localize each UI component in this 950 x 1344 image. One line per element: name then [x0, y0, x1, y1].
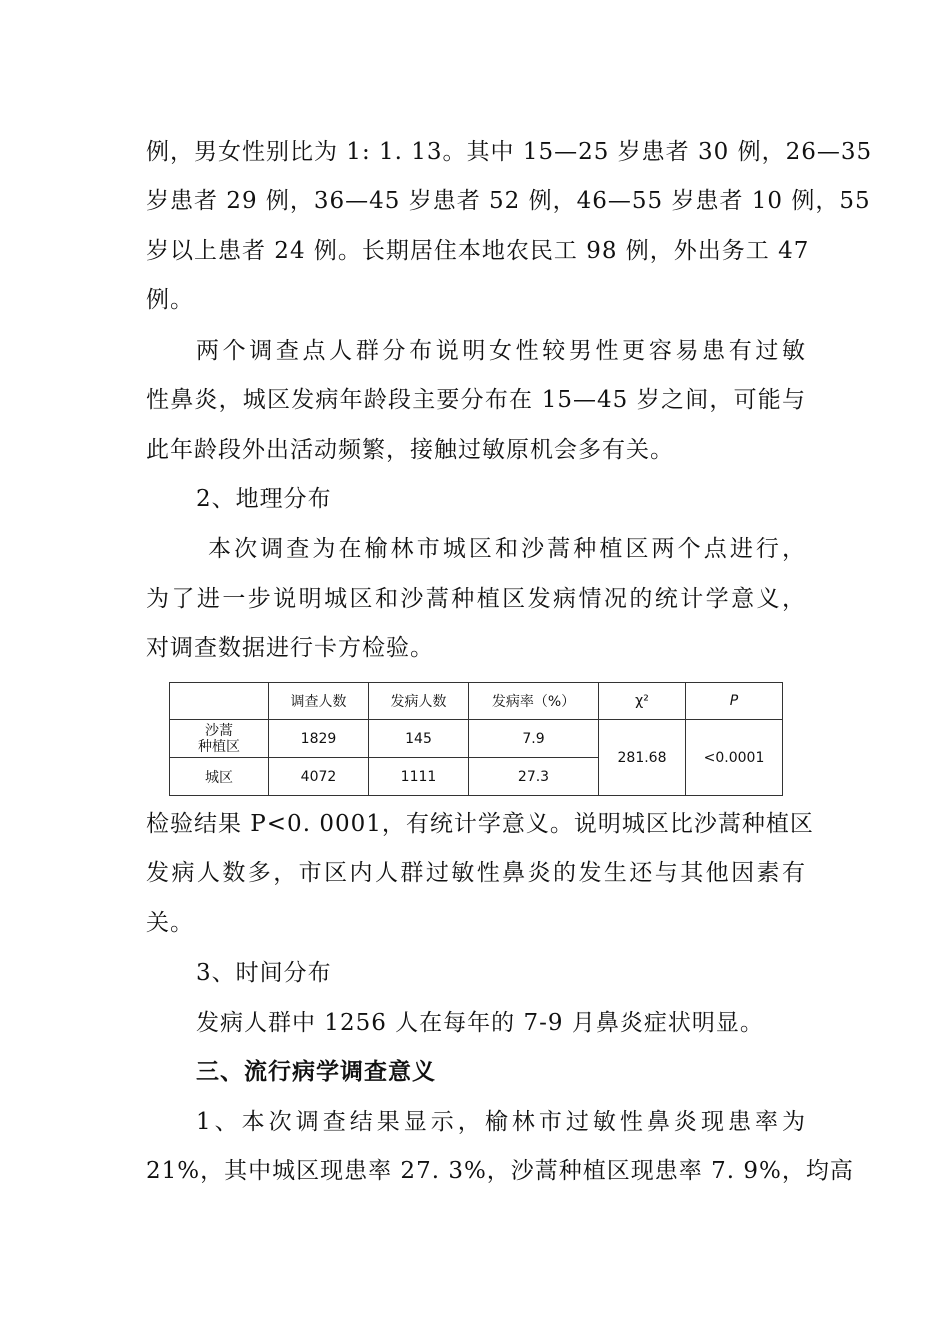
section-heading-time: 3、时间分布 [196, 960, 332, 986]
paragraph-line: 岁以上患者 24 例。长期居住本地农民工 98 例，外出务工 47 [146, 238, 810, 264]
row-label-line: 种植区 [198, 738, 240, 755]
paragraph-line: 此年龄段外出活动频繁，接触过敏原机会多有关。 [146, 437, 674, 463]
cell-rate: 7.9 [469, 720, 599, 758]
paragraph-line: 21%，其中城区现患率 27. 3%，沙蒿种植区现患率 7. 9%，均高 [146, 1158, 854, 1184]
paragraph-line: 性鼻炎，城区发病年龄段主要分布在 15—45 岁之间，可能与 [146, 387, 806, 413]
header-surveyed: 调查人数 [269, 683, 369, 720]
chi-square-table [169, 682, 783, 796]
cell-rate: 27.3 [469, 758, 599, 796]
row-label-urban: 城区 [170, 758, 269, 796]
paragraph-line: 1、本次调查结果显示，榆林市过敏性鼻炎现患率为 [196, 1109, 806, 1135]
row-label-shahao [170, 720, 269, 758]
header-cases: 发病人数 [369, 683, 469, 720]
cell-cases: 1111 [369, 758, 469, 796]
paragraph-line: 检验结果 P<0. 0001，有统计学意义。说明城区比沙蒿种植区 [146, 811, 814, 837]
paragraph-line: 发病人数多，市区内人群过敏性鼻炎的发生还与其他因素有 [146, 860, 806, 886]
section-heading-significance: 三、流行病学调查意义 [196, 1058, 436, 1085]
cell-chi-square: 281.68 [599, 720, 686, 796]
paragraph-line: 本次调查为在榆林市城区和沙蒿种植区两个点进行， [208, 536, 806, 562]
section-heading-geography: 2、地理分布 [196, 486, 332, 512]
table-header-row [170, 683, 783, 720]
header-cell-empty [170, 683, 269, 720]
paragraph-line: 关。 [146, 910, 194, 936]
paragraph-line: 例。 [146, 287, 194, 313]
header-rate: 发病率（%） [469, 683, 599, 720]
paragraph-line: 为了进一步说明城区和沙蒿种植区发病情况的统计学意义， [146, 586, 806, 612]
cell-surveyed: 1829 [269, 720, 369, 758]
table-row [170, 720, 783, 758]
paragraph-line: 两个调查点人群分布说明女性较男性更容易患有过敏 [196, 338, 806, 364]
paragraph-line: 例，男女性别比为 1: 1. 13。其中 15—25 岁患者 30 例，26—35 [146, 139, 873, 165]
paragraph-line: 发病人群中 1256 人在每年的 7-9 月鼻炎症状明显。 [196, 1010, 764, 1036]
cell-p-value: <0.0001 [686, 720, 783, 796]
header-chi-square: χ² [599, 683, 686, 720]
paragraph-line: 对调查数据进行卡方检验。 [146, 635, 434, 661]
paragraph-line: 岁患者 29 例，36—45 岁患者 52 例，46—55 岁患者 10 例，55 [146, 188, 871, 214]
cell-surveyed: 4072 [269, 758, 369, 796]
header-p: P [686, 683, 783, 720]
cell-cases: 145 [369, 720, 469, 758]
row-label-line: 沙蒿 [205, 722, 233, 739]
